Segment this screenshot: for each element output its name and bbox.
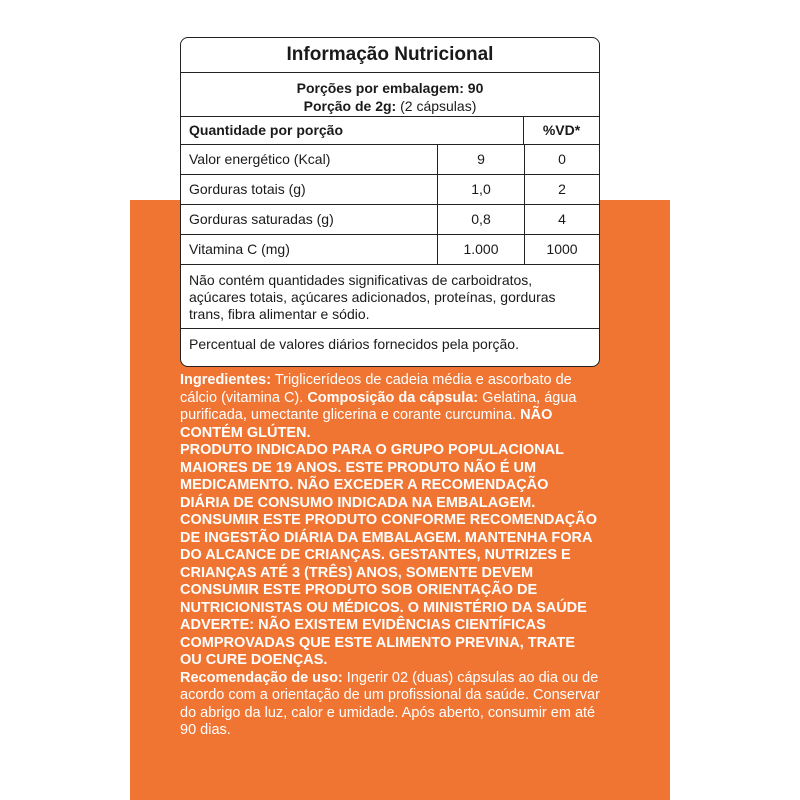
- row-amount: 1,0: [438, 175, 525, 204]
- serving-info: [181, 73, 599, 117]
- servings-per-package: Porções por embalagem: 90: [296, 80, 484, 96]
- row-vd: 4: [558, 211, 566, 227]
- warning-paragraph: [180, 442, 600, 670]
- capsule-label: Composição da cápsula:: [307, 389, 479, 406]
- row-name: Valor energético (Kcal): [181, 145, 438, 174]
- row-amount: 9: [438, 145, 525, 174]
- portion-value: (2 cápsulas): [396, 98, 477, 114]
- table-row: [181, 205, 599, 235]
- row-vd: 1000: [546, 241, 578, 257]
- ingredients-text: Triglicerídeos de cadeia média e ascorbato de cálcio (vitamina C).: [180, 372, 572, 406]
- nutrition-facts-table: [180, 37, 600, 367]
- row-name: Gorduras saturadas (g): [181, 205, 438, 234]
- label-text-block: [180, 372, 600, 740]
- header-quantity: Quantidade por porção: [181, 117, 524, 144]
- table-row: [181, 235, 599, 265]
- ingredients-paragraph: [180, 372, 600, 442]
- ingredients-label: Ingredientes:: [180, 372, 272, 388]
- gluten-warning: NÃO CONTÉM GLÚTEN.: [180, 407, 553, 441]
- insignificant-note: Não contém quantidades significativas de carboidratos, açúcares totais, açúcares adicionados, proteínas, gorduras trans, fibra alimentar e sódio.: [181, 265, 599, 329]
- row-name: Vitamina C (mg): [181, 235, 438, 264]
- warning-text: PRODUTO INDICADO PARA O GRUPO POPULACIONAL MAIORES DE 19 ANOS. ESTE PRODUTO NÃO É UM MEDICAMENTO. NÃO EXCEDER A RECOMENDAÇÃO DIÁRIA DE CONSUMO INDICADA NA EMBALAGEM. CONSUMIR ESTE PRODUTO CONFORME RECOMENDAÇÃO DE INGESTÃO DIÁRIA DA EMBALAGEM. MANTENHA FORA DO ALCANCE DE CRIANÇAS. GESTANTES, NUTRIZES E CRIANÇAS ATÉ 3 (TRÊS) ANOS, SOMENTE DEVEM CONSUMIR ESTE PRODUTO SOB ORIENTAÇÃO DE NUTRICIONISTAS OU MÉDICOS. O MINISTÉRIO DA SAÚDE ADVERTE: NÃO EXISTEM EVIDÊNCIAS CIENTÍFICAS COMPROVADAS QUE ESTE ALIMENTO PREVINA, TRATE OU CURE DOENÇAS.: [180, 442, 598, 668]
- usage-text: Ingerir 02 (duas) cápsulas ao dia ou de acordo com a orientação de um profissional da saúde. Conservar do abrigo da luz, calor e umidade. Após aberto, consumir em até 90 dias.: [180, 669, 600, 738]
- usage-label: Recomendação de uso:: [180, 669, 343, 686]
- capsule-text: Gelatina, água purificada, umectante glicerina e corante curcumina.: [180, 389, 577, 423]
- vd-footnote: Percentual de valores diários fornecidos pela porção.: [189, 336, 519, 352]
- table-row: [181, 175, 599, 205]
- table-row: [181, 145, 599, 175]
- header-vd: %VD*: [542, 122, 581, 138]
- row-amount: 1.000: [438, 235, 525, 264]
- row-amount: 0,8: [438, 205, 525, 234]
- row-name: Gorduras totais (g): [181, 175, 438, 204]
- nutrition-title: Informação Nutricional: [181, 38, 599, 73]
- portion-label: Porção de 2g:: [303, 98, 397, 114]
- usage-paragraph: [180, 670, 600, 740]
- table-header: [181, 117, 599, 145]
- row-vd: 0: [558, 151, 566, 167]
- row-vd: 2: [558, 181, 566, 197]
